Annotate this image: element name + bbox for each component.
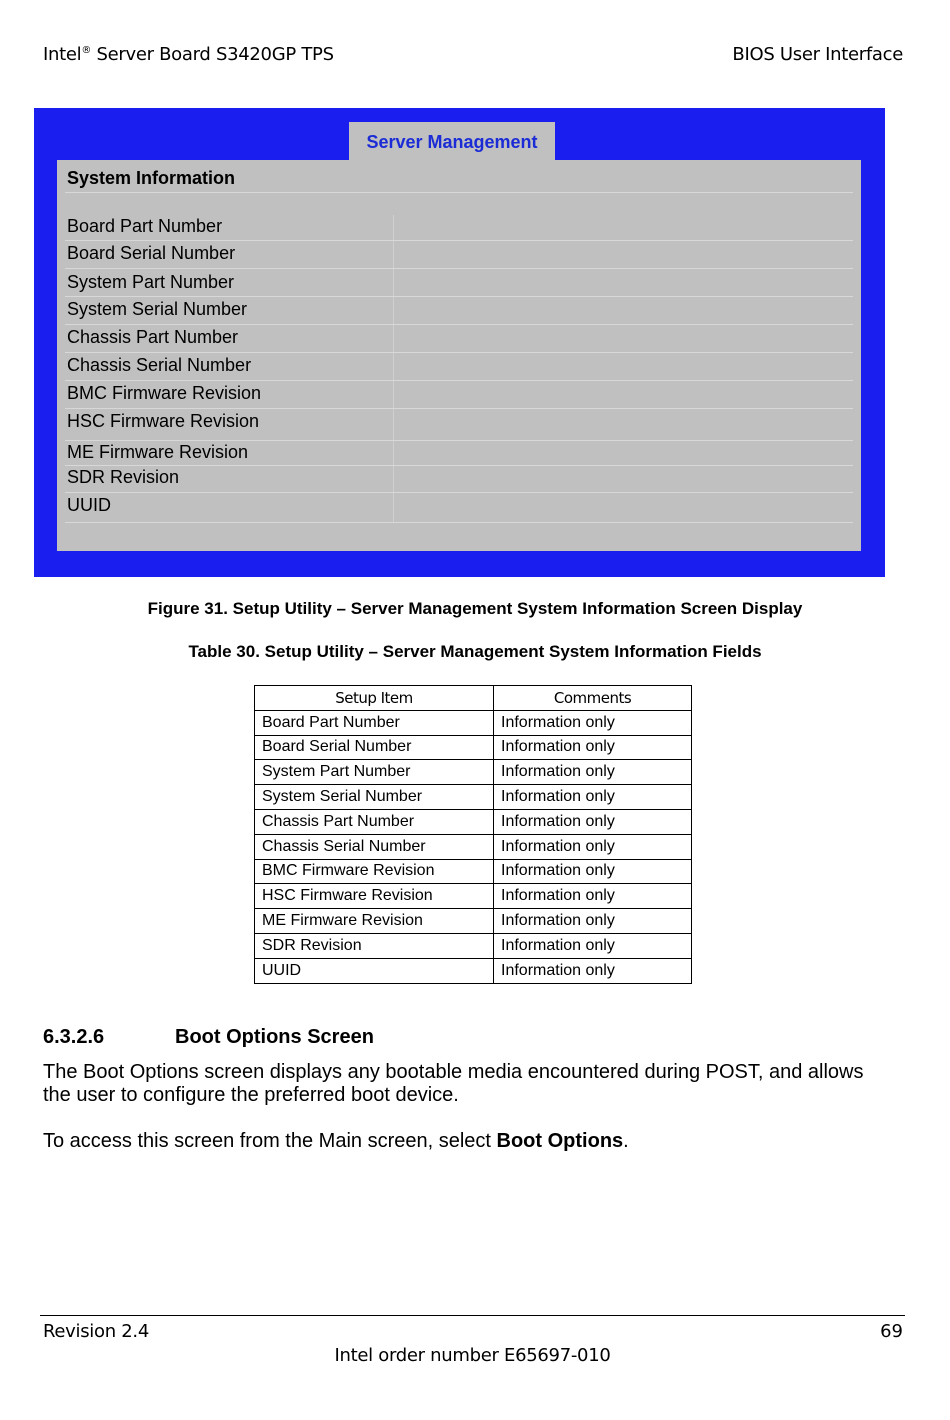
column-header-setup-item: Setup Item [255, 686, 494, 711]
paragraph-text: To access this screen from the Main screen, select [43, 1130, 497, 1152]
footer-rule [40, 1315, 905, 1316]
bios-separator [65, 192, 853, 193]
bios-item-bmc-firmware-revision[interactable]: BMC Firmware Revision [67, 383, 262, 403]
bios-row-line [65, 380, 853, 381]
comments-cell: Information only [494, 760, 692, 785]
setup-item-cell: UUID [255, 958, 494, 983]
bios-item-uuid[interactable]: UUID [67, 495, 111, 515]
bios-row-line [65, 522, 853, 523]
bios-row-line [65, 440, 853, 441]
setup-item-cell: Board Serial Number [255, 735, 494, 760]
fields-table [254, 685, 692, 984]
comments-cell: Information only [494, 958, 692, 983]
setup-item-cell: HSC Firmware Revision [255, 884, 494, 909]
comments-cell: Information only [494, 809, 692, 834]
table-header-row [255, 686, 692, 711]
setup-item-cell: System Serial Number [255, 785, 494, 810]
bios-column-divider [393, 215, 394, 523]
paragraph-access-instructions [43, 1130, 903, 1153]
comments-cell: Information only [494, 884, 692, 909]
bios-row-line [65, 296, 853, 297]
comments-cell: Information only [494, 909, 692, 934]
bios-row-line [65, 408, 853, 409]
bios-row-line [65, 324, 853, 325]
bios-item-system-part-number[interactable]: System Part Number [67, 272, 235, 292]
running-header-left [43, 44, 334, 65]
comments-cell: Information only [494, 710, 692, 735]
running-header-right: BIOS User Interface [732, 44, 903, 65]
bios-screen [34, 108, 885, 577]
boot-options-emphasis: Boot Options [496, 1130, 624, 1152]
setup-item-cell: ME Firmware Revision [255, 909, 494, 934]
setup-item-cell: Board Part Number [255, 710, 494, 735]
bios-item-board-part-number[interactable]: Board Part Number [67, 216, 223, 236]
bios-row-line [65, 268, 853, 269]
column-header-comments: Comments [494, 686, 692, 711]
footer-revision: Revision 2.4 [43, 1321, 149, 1342]
table-row [255, 785, 692, 810]
bios-item-chassis-serial-number[interactable]: Chassis Serial Number [67, 355, 252, 375]
bios-row-line [65, 352, 853, 353]
paragraph-line: The Boot Options screen displays any bootable media encountered during POST, and allows [43, 1061, 864, 1083]
table-caption: Table 30. Setup Utility – Server Management System Information Fields [188, 642, 762, 661]
footer-order-number: Intel order number E65697-010 [334, 1345, 611, 1366]
bios-row-line [65, 465, 853, 466]
table-row [255, 760, 692, 785]
table-row [255, 859, 692, 884]
bios-item-board-serial-number[interactable]: Board Serial Number [67, 243, 236, 263]
setup-item-cell: System Part Number [255, 760, 494, 785]
table-row [255, 958, 692, 983]
bios-panel [57, 160, 861, 551]
table-row [255, 933, 692, 958]
bios-item-me-firmware-revision[interactable]: ME Firmware Revision [67, 442, 249, 462]
bios-section-title: System Information [67, 168, 236, 188]
setup-item-cell: SDR Revision [255, 933, 494, 958]
tab-server-management[interactable]: Server Management [349, 122, 555, 162]
bios-item-hsc-firmware-revision[interactable]: HSC Firmware Revision [67, 411, 260, 431]
figure-caption: Figure 31. Setup Utility – Server Management System Information Screen Display [147, 599, 803, 618]
setup-item-cell: BMC Firmware Revision [255, 859, 494, 884]
bios-row-line [65, 492, 853, 493]
table-row [255, 909, 692, 934]
table-row [255, 710, 692, 735]
comments-cell: Information only [494, 785, 692, 810]
table-row [255, 834, 692, 859]
header-board-name: Server Board S3420GP TPS [91, 44, 334, 65]
setup-item-cell: Chassis Serial Number [255, 834, 494, 859]
paragraph-line: the user to configure the preferred boot device. [43, 1084, 459, 1106]
header-brand: Intel [43, 44, 82, 65]
comments-cell: Information only [494, 859, 692, 884]
comments-cell: Information only [494, 933, 692, 958]
paragraph-boot-options-description [43, 1061, 903, 1107]
footer-page-number: 69 [880, 1321, 903, 1342]
bios-item-system-serial-number[interactable]: System Serial Number [67, 299, 248, 319]
comments-cell: Information only [494, 735, 692, 760]
section-heading: Boot Options Screen [175, 1026, 374, 1048]
registered-mark: ® [81, 45, 92, 56]
bios-item-sdr-revision[interactable]: SDR Revision [67, 467, 180, 487]
table-row [255, 735, 692, 760]
table-row [255, 809, 692, 834]
comments-cell: Information only [494, 834, 692, 859]
bios-row-line [65, 240, 853, 241]
table-row [255, 884, 692, 909]
section-number: 6.3.2.6 [43, 1026, 105, 1048]
bios-item-chassis-part-number[interactable]: Chassis Part Number [67, 327, 239, 347]
setup-item-cell: Chassis Part Number [255, 809, 494, 834]
paragraph-text: . [623, 1130, 629, 1152]
